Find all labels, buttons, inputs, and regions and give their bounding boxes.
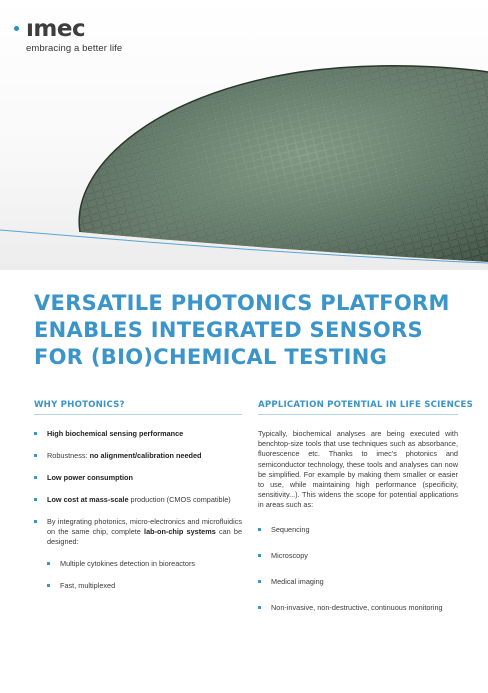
application-list bbox=[258, 525, 458, 613]
list-item bbox=[34, 451, 242, 461]
item-bold: lab-on-chip systems bbox=[144, 527, 216, 536]
sub-list-item: Multiple cytokines detection in bioreactors bbox=[47, 559, 242, 569]
logo-wordmark: ımec bbox=[26, 16, 86, 42]
list-item bbox=[34, 517, 242, 591]
title-line-3: FOR (BIO)CHEMICAL TESTING bbox=[34, 345, 388, 369]
item-bold: no alignment/calibration needed bbox=[89, 451, 202, 460]
item-text: production (CMOS compatible) bbox=[128, 495, 231, 504]
hero-image bbox=[0, 0, 488, 270]
intro-paragraph: Typically, biochemical analyses are being executed with benchtop-size tools that use techniques such as absorbance, fluorescence etc. Thanks to imec's photonics and semiconductor technology, these tools and analyses can now be simplified. For example by making them smaller or easier to use, while maintaining high performance (specificity, sensitivity...). This widens the scope for potential applications in areas such as: bbox=[258, 429, 458, 510]
item-text: Robustness: bbox=[47, 451, 90, 460]
sub-list-item: Fast, multiplexed bbox=[47, 581, 242, 591]
page-title bbox=[34, 290, 474, 371]
item-text: can be designed: bbox=[47, 527, 243, 546]
list-item: Sequencing bbox=[258, 525, 458, 535]
section-heading: WHY PHOTONICS? bbox=[34, 400, 242, 415]
sub-list bbox=[47, 559, 242, 591]
application-potential-section bbox=[258, 400, 473, 629]
why-photonics-section bbox=[34, 400, 242, 603]
list-item: Non-invasive, non-destructive, continuous monitoring bbox=[258, 603, 458, 613]
item-bold: Low cost at mass-scale bbox=[47, 495, 129, 504]
logo-tagline: embracing a better life bbox=[26, 43, 123, 54]
list-item bbox=[34, 429, 242, 439]
list-item bbox=[34, 473, 242, 483]
title-line-1: VERSATILE PHOTONICS PLATFORM bbox=[34, 291, 450, 315]
list-item: Microscopy bbox=[258, 551, 458, 561]
list-item: Medical imaging bbox=[258, 577, 458, 587]
imec-logo bbox=[26, 16, 122, 54]
item-bold: High biochemical sensing performance bbox=[47, 429, 184, 438]
list-item bbox=[34, 495, 242, 505]
item-text: By integrating photonics, micro-electronics and microfluidics on the same chip, complete bbox=[47, 517, 242, 536]
item-bold: Low power consumption bbox=[47, 473, 133, 482]
section-heading: APPLICATION POTENTIAL IN LIFE SCIENCES bbox=[258, 400, 458, 415]
title-line-2: ENABLES INTEGRATED SENSORS bbox=[34, 318, 423, 342]
logo-dot bbox=[14, 26, 19, 31]
